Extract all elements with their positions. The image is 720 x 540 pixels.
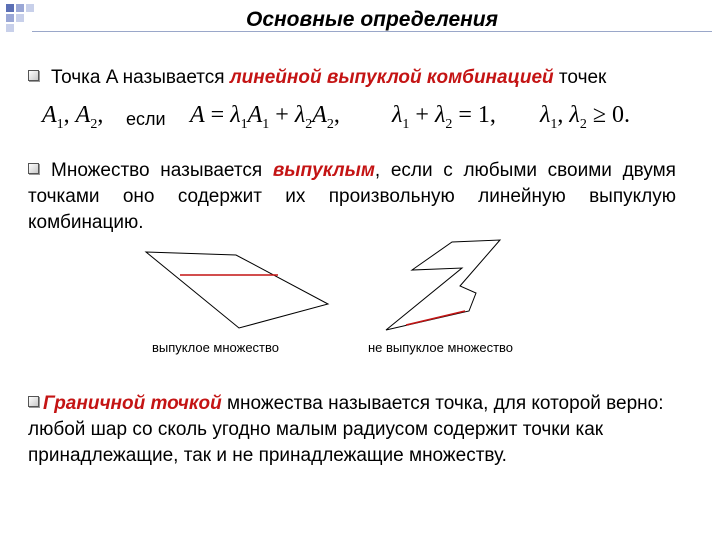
- text-segment: называется: [117, 67, 230, 88]
- math-symbol: λ: [294, 102, 306, 128]
- term-convex-combination: линейной выпуклой комбинацией: [229, 67, 554, 88]
- math-subscript: 2: [579, 116, 587, 132]
- math-symbol: λ: [540, 102, 551, 128]
- text-segment: Множество называется: [51, 160, 273, 181]
- formula-points: $A_1$, $A_2$,: [42, 102, 104, 132]
- math-symbol: ≥ 0.: [586, 102, 630, 128]
- math-subscript: 2: [90, 116, 98, 132]
- definition-convex-set: [28, 158, 676, 236]
- bullet-icon: [28, 70, 39, 81]
- term-boundary-point: Граничной точкой: [43, 393, 222, 414]
- convex-set-figure: [146, 252, 328, 328]
- word-if: если: [126, 109, 166, 129]
- text-segment: , если с любыми своими двумя точками оно содержит их произвольную линейную выпуклую комбинацию.: [28, 160, 676, 233]
- math-symbol: λ: [230, 102, 241, 128]
- math-symbol: λ: [434, 102, 446, 128]
- math-symbol: A: [247, 102, 263, 128]
- math-symbol: λ: [569, 102, 580, 128]
- math-symbol: +: [269, 102, 295, 128]
- text-segment: Точка: [51, 67, 106, 88]
- caption-convex: выпуклое множество: [152, 340, 279, 355]
- math-subscript: 2: [326, 116, 334, 132]
- math-subscript: 1: [262, 116, 270, 132]
- math-symbol: A: [42, 102, 57, 128]
- nonconvex-segment: [406, 311, 465, 325]
- math-subscript: 1: [240, 116, 248, 132]
- nonconvex-set-figure: [386, 240, 500, 330]
- math-symbol: =: [204, 102, 231, 128]
- slide-title: Основные определения: [245, 8, 499, 31]
- bullet-icon: [28, 163, 39, 174]
- math-subscript: 1: [550, 116, 558, 132]
- title-bar: [32, 9, 712, 32]
- math-symbol: A: [75, 102, 91, 128]
- text-segment: множества называется точка, для которой верно: любой шар со сколь угодно малым радиусом содержит точки как принадлежащие, так и не принадлежащие множеству.: [28, 393, 664, 466]
- definition-boundary-point: [28, 391, 688, 469]
- point-symbol: A: [105, 67, 118, 88]
- math-symbol: ,: [63, 102, 76, 128]
- math-subscript: 2: [305, 116, 313, 132]
- caption-nonconvex: не выпуклое множество: [368, 340, 514, 355]
- formula-combination: $A = \lambda_1A_1 + \lambda_2A_2$,: [190, 102, 340, 132]
- math-symbol: A: [190, 102, 205, 128]
- math-symbol: λ: [392, 102, 403, 128]
- math-subscript: 2: [445, 116, 453, 132]
- math-symbol: A: [312, 102, 327, 128]
- text-segment: точек: [553, 67, 607, 88]
- math-subscript: 1: [56, 116, 64, 132]
- formula-nonnegative-condition: $\lambda_1$, $\lambda_2 \ge 0$.: [540, 102, 630, 132]
- math-symbol: = 1,: [452, 102, 496, 128]
- formula-sum-condition: $\lambda_1 + \lambda_2 = 1$,: [392, 102, 496, 132]
- bullet-icon: [28, 396, 39, 407]
- definition-convex-combination: [28, 65, 708, 91]
- math-subscript: 1: [402, 116, 410, 132]
- term-convex: выпуклым: [272, 160, 375, 181]
